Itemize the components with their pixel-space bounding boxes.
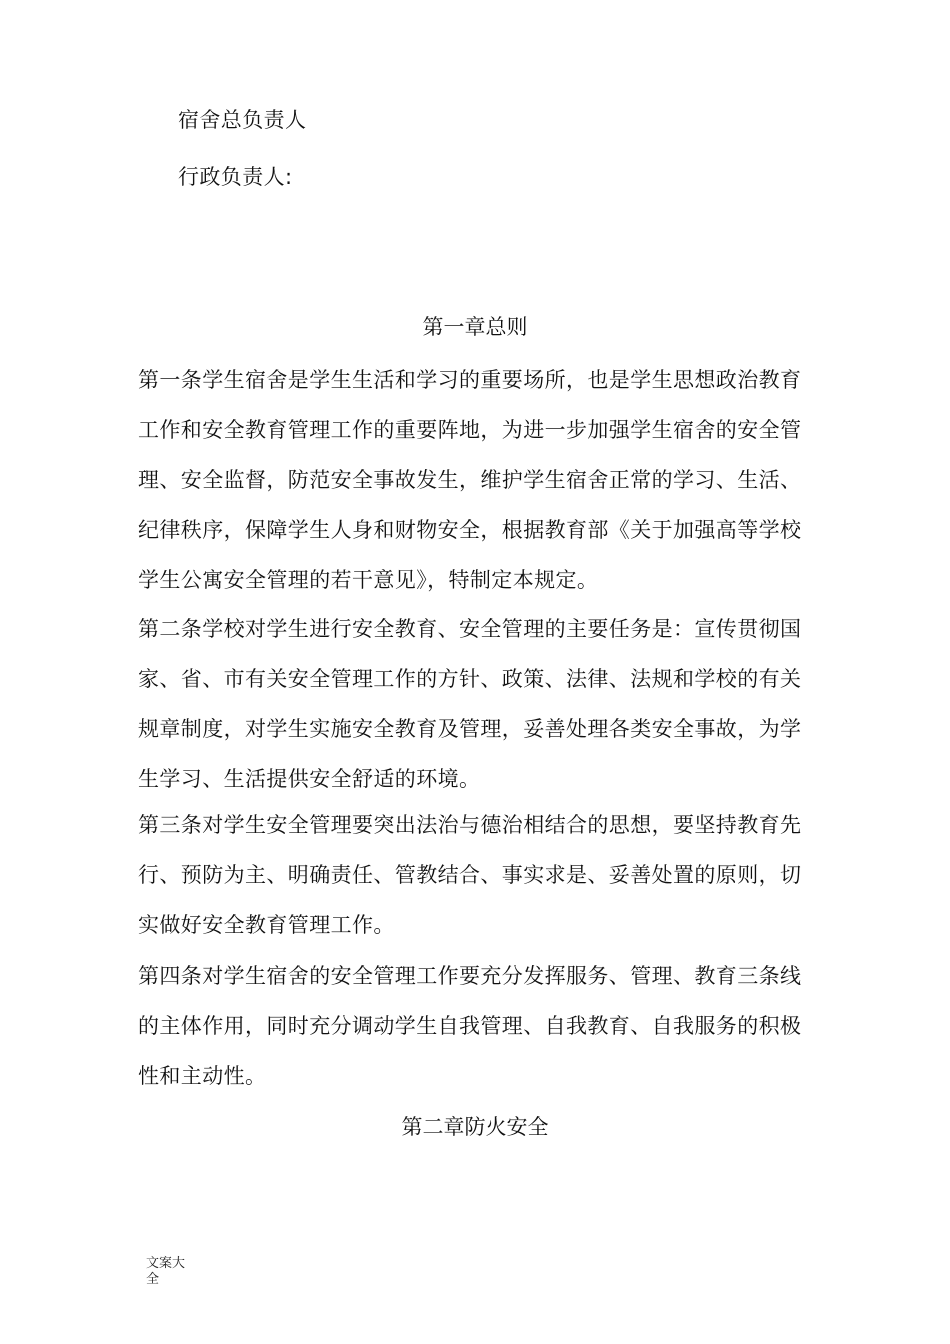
article-1 xyxy=(138,366,818,616)
article-1-line: 理、安全监督，防范安全事故发生，维护学生宿舍正常的学习、生活、 xyxy=(138,468,802,492)
article-1-line: 学生公寓安全管理的若干意见》，特制定本规定。 xyxy=(138,568,599,592)
article-4-line: 的主体作用，同时充分调动学生自我管理、自我教育、自我服务的积极 xyxy=(138,1014,802,1038)
footer-line: 文案大 xyxy=(146,1256,186,1271)
article-3-line: 行、预防为主、明确责任、管教结合、事实求是、妥善处置的原则，切 xyxy=(138,863,802,887)
article-4-line: 第四条对学生宿舍的安全管理工作要充分发挥服务、管理、教育三条线 xyxy=(138,964,802,988)
chapter-2-title: 第二章防火安全 xyxy=(401,1115,549,1139)
article-4-line: 性和主动性。 xyxy=(138,1064,267,1088)
article-3 xyxy=(138,811,818,961)
dorm-head-signature-label: 宿舍总负责人 xyxy=(178,108,307,132)
article-1-line: 纪律秩序，保障学生人身和财物安全，根据教育部《关于加强高等学校 xyxy=(138,518,802,542)
article-2-line: 规章制度，对学生实施安全教育及管理，妥善处理各类安全事故，为学 xyxy=(138,717,802,741)
footer-line: 全 xyxy=(146,1272,160,1287)
article-1-line: 工作和安全教育管理工作的重要阵地，为进一步加强学生宿舍的安全管 xyxy=(138,418,802,442)
article-3-line: 实做好安全教育管理工作。 xyxy=(138,913,395,937)
article-2-line: 生学习、生活提供安全舒适的环境。 xyxy=(138,767,481,791)
page-footer xyxy=(146,1256,185,1288)
article-2 xyxy=(138,615,818,815)
article-3-line: 第三条对学生安全管理要突出法治与德治相结合的思想，要坚持教育先 xyxy=(138,813,802,837)
chapter-1-title: 第一章总则 xyxy=(422,315,528,339)
article-2-line: 家、省、市有关安全管理工作的方针、政策、法律、法规和学校的有关 xyxy=(138,667,802,691)
admin-head-signature-label: 行政负责人: xyxy=(178,165,293,189)
article-1-line: 第一条学生宿舍是学生生活和学习的重要场所，也是学生思想政治教育 xyxy=(138,368,802,392)
article-4 xyxy=(138,962,818,1112)
article-2-line: 第二条学校对学生进行安全教育、安全管理的主要任务是：宣传贯彻国 xyxy=(138,617,802,641)
